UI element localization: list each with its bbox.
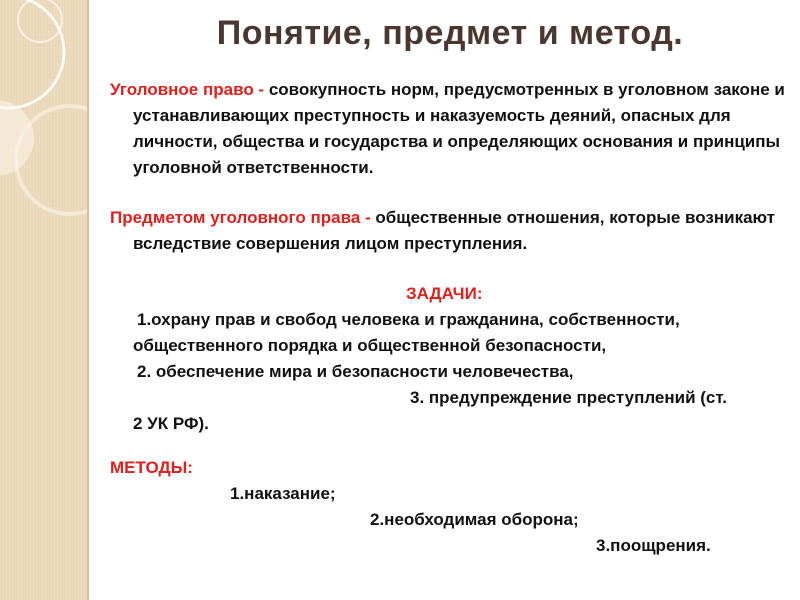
methods-heading: МЕТОДЫ:	[110, 458, 193, 477]
definition-term: Уголовное право	[110, 80, 254, 99]
definition-separator: -	[253, 80, 269, 99]
tasks-heading: ЗАДАЧИ:	[406, 284, 483, 303]
definition-paragraph	[110, 77, 785, 181]
task-item: 2. обеспечение мира и безопасности человечества,	[137, 362, 574, 381]
task-item: 1.охрану прав и свобод человека и гражданина, собственности, общественного порядка и общественной безопасности,	[133, 310, 680, 355]
subject-separator: -	[360, 208, 376, 227]
subject-text: общественные отношения, которые возникают вследствие совершения лицом преступления.	[133, 208, 775, 253]
definition-text: совокупность норм, предусмотренных в уголовном законе и устанавливающих преступность и наказуемость деяний, опасных для личности, общества и государства и определяющих основания и принципы уголовной ответственности.	[133, 80, 785, 177]
method-item: 1.наказание;	[230, 484, 336, 503]
decorative-sidebar	[0, 0, 89, 600]
slide-body	[110, 77, 785, 559]
task-item: 3. предупреждение преступлений (ст.	[410, 388, 727, 407]
slide-title: Понятие, предмет и метод.	[216, 14, 684, 52]
task-item: 2 УК РФ).	[133, 414, 209, 433]
method-item: 2.необходимая оборона;	[370, 510, 579, 529]
ring-ornament-icon	[0, 0, 87, 600]
subject-term: Предметом уголовного права	[110, 208, 361, 227]
method-item: 3.поощрения.	[596, 536, 711, 555]
subject-paragraph	[110, 205, 785, 257]
